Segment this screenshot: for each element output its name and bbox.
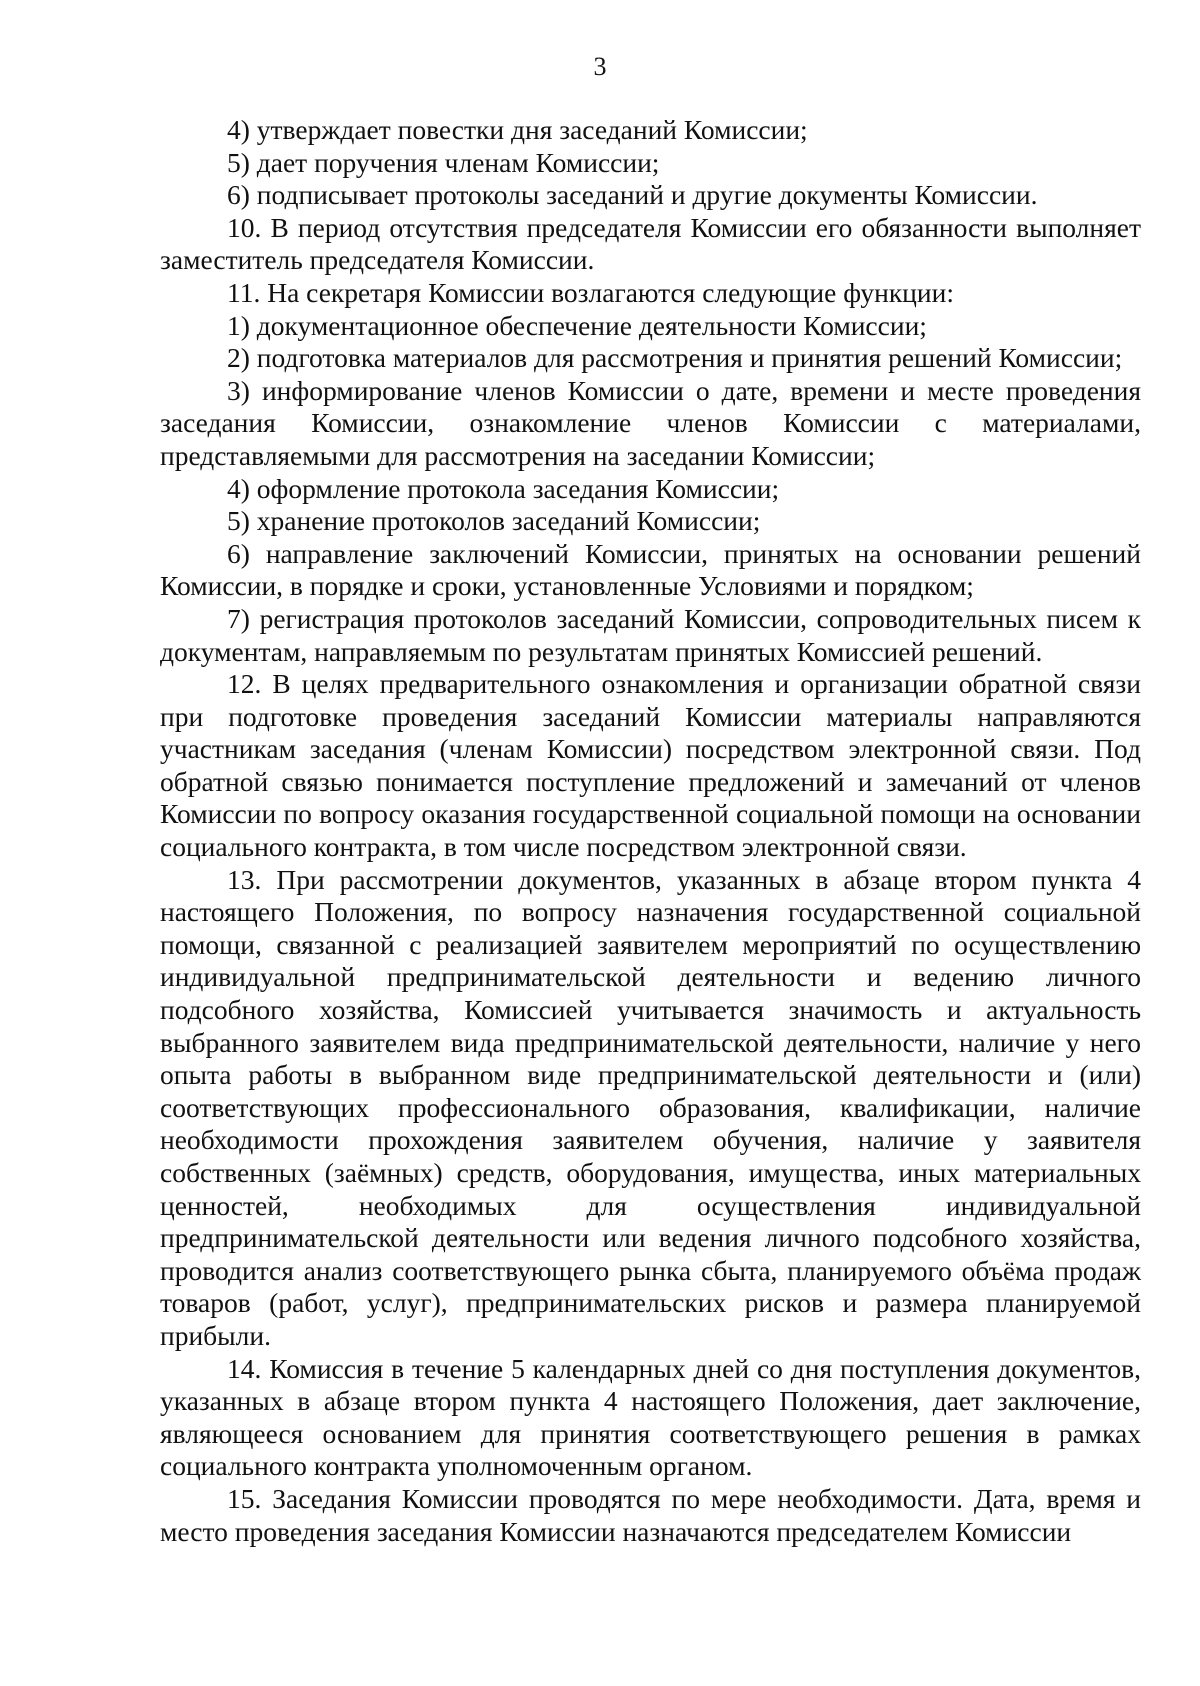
paragraph-11-item-7: 7) регистрация протоколов заседаний Комиссии, сопроводительных писем к документам, направляемым по результатам принятых Комиссией решений. [160,602,1141,667]
paragraph-10: 10. В период отсутствия председателя Комиссии его обязанности выполняет заместитель председателя Комиссии. [160,211,1141,276]
paragraph-item-4: 4) утверждает повестки дня заседаний Комиссии; [227,114,808,145]
paragraph-14: 14. Комиссия в течение 5 календарных дней со дня поступления документов, указанных в абзаце втором пункта 4 настоящего Положения, дает заключение, являющееся основанием для принятия соответствующего решения в рамках социального контракта уполномоченным органом. [160,1352,1141,1482]
paragraph-11: 11. На секретаря Комиссии возлагаются следующие функции: [227,276,954,308]
paragraph-11-item-2: 2) подготовка материалов для рассмотрения и принятия решений Комиссии; [227,342,1123,374]
paragraph-12: 12. В целях предварительного ознакомления и организации обратной связи при подготовке проведения заседаний Комиссии материалы направляются участникам заседания (членам Комиссии) посредством электронной связи. Под обратной связью понимается поступление предложений и замечаний от членов Комиссии по вопросу оказания государственной социальной помощи на основании социального контракта, в том числе посредством электронной связи. [160,668,1141,863]
paragraph-11-item-4: 4) оформление протокола заседания Комиссии; [227,472,780,504]
paragraph-11-item-5: 5) хранение протоколов заседаний Комиссии; [227,505,761,537]
paragraph-item-6: 6) подписывает протоколы заседаний и другие документы Комиссии. [227,179,1038,211]
paragraph-11-item-6: 6) направление заключений Комиссии, принятых на основании решений Комиссии, в порядке и сроки, установленные Условиями и порядком; [160,537,1141,602]
page-number: 3 [593,52,607,81]
document-body [160,114,1141,1548]
paragraph-15: 15. Заседания Комиссии проводятся по мере необходимости. Дата, время и место проведения заседания Комиссии назначаются председателем Комиссии [160,1482,1141,1547]
paragraph-item-5: 5) дает поручения членам Комиссии; [227,146,660,178]
paragraph-11-item-1: 1) документационное обеспечение деятельности Комиссии; [227,309,927,341]
paragraph-13: 13. При рассмотрении документов, указанных в абзаце втором пункта 4 настоящего Положения, по вопросу назначения государственной социальной помощи, связанной с реализацией заявителем мероприятий по осуществлению индивидуальной предпринимательской деятельности и ведению личного подсобного хозяйства, Комиссией учитывается значимость и актуальность выбранного заявителем вида предпринимательской деятельности, наличие у него опыта работы в выбранном виде предпринимательской деятельности и (или) соответствующих профессионального образования, квалификации, наличие необходимости прохождения заявителем обучения, наличие у заявителя собственных (заёмных) средств, оборудования, имущества, иных материальных ценностей, необходимых для осуществления индивидуальной предпринимательской деятельности или ведения личного подсобного хозяйства, проводится анализ соответствующего рынка сбыта, планируемого объёма продаж товаров (работ, услуг), предпринимательских рисков и размера планируемой прибыли. [160,863,1141,1351]
paragraph-11-item-3: 3) информирование членов Комиссии о дате, времени и месте проведения заседания Комиссии, ознакомление членов Комиссии с материалами, представляемыми для рассмотрения на заседании Комиссии; [160,374,1141,471]
